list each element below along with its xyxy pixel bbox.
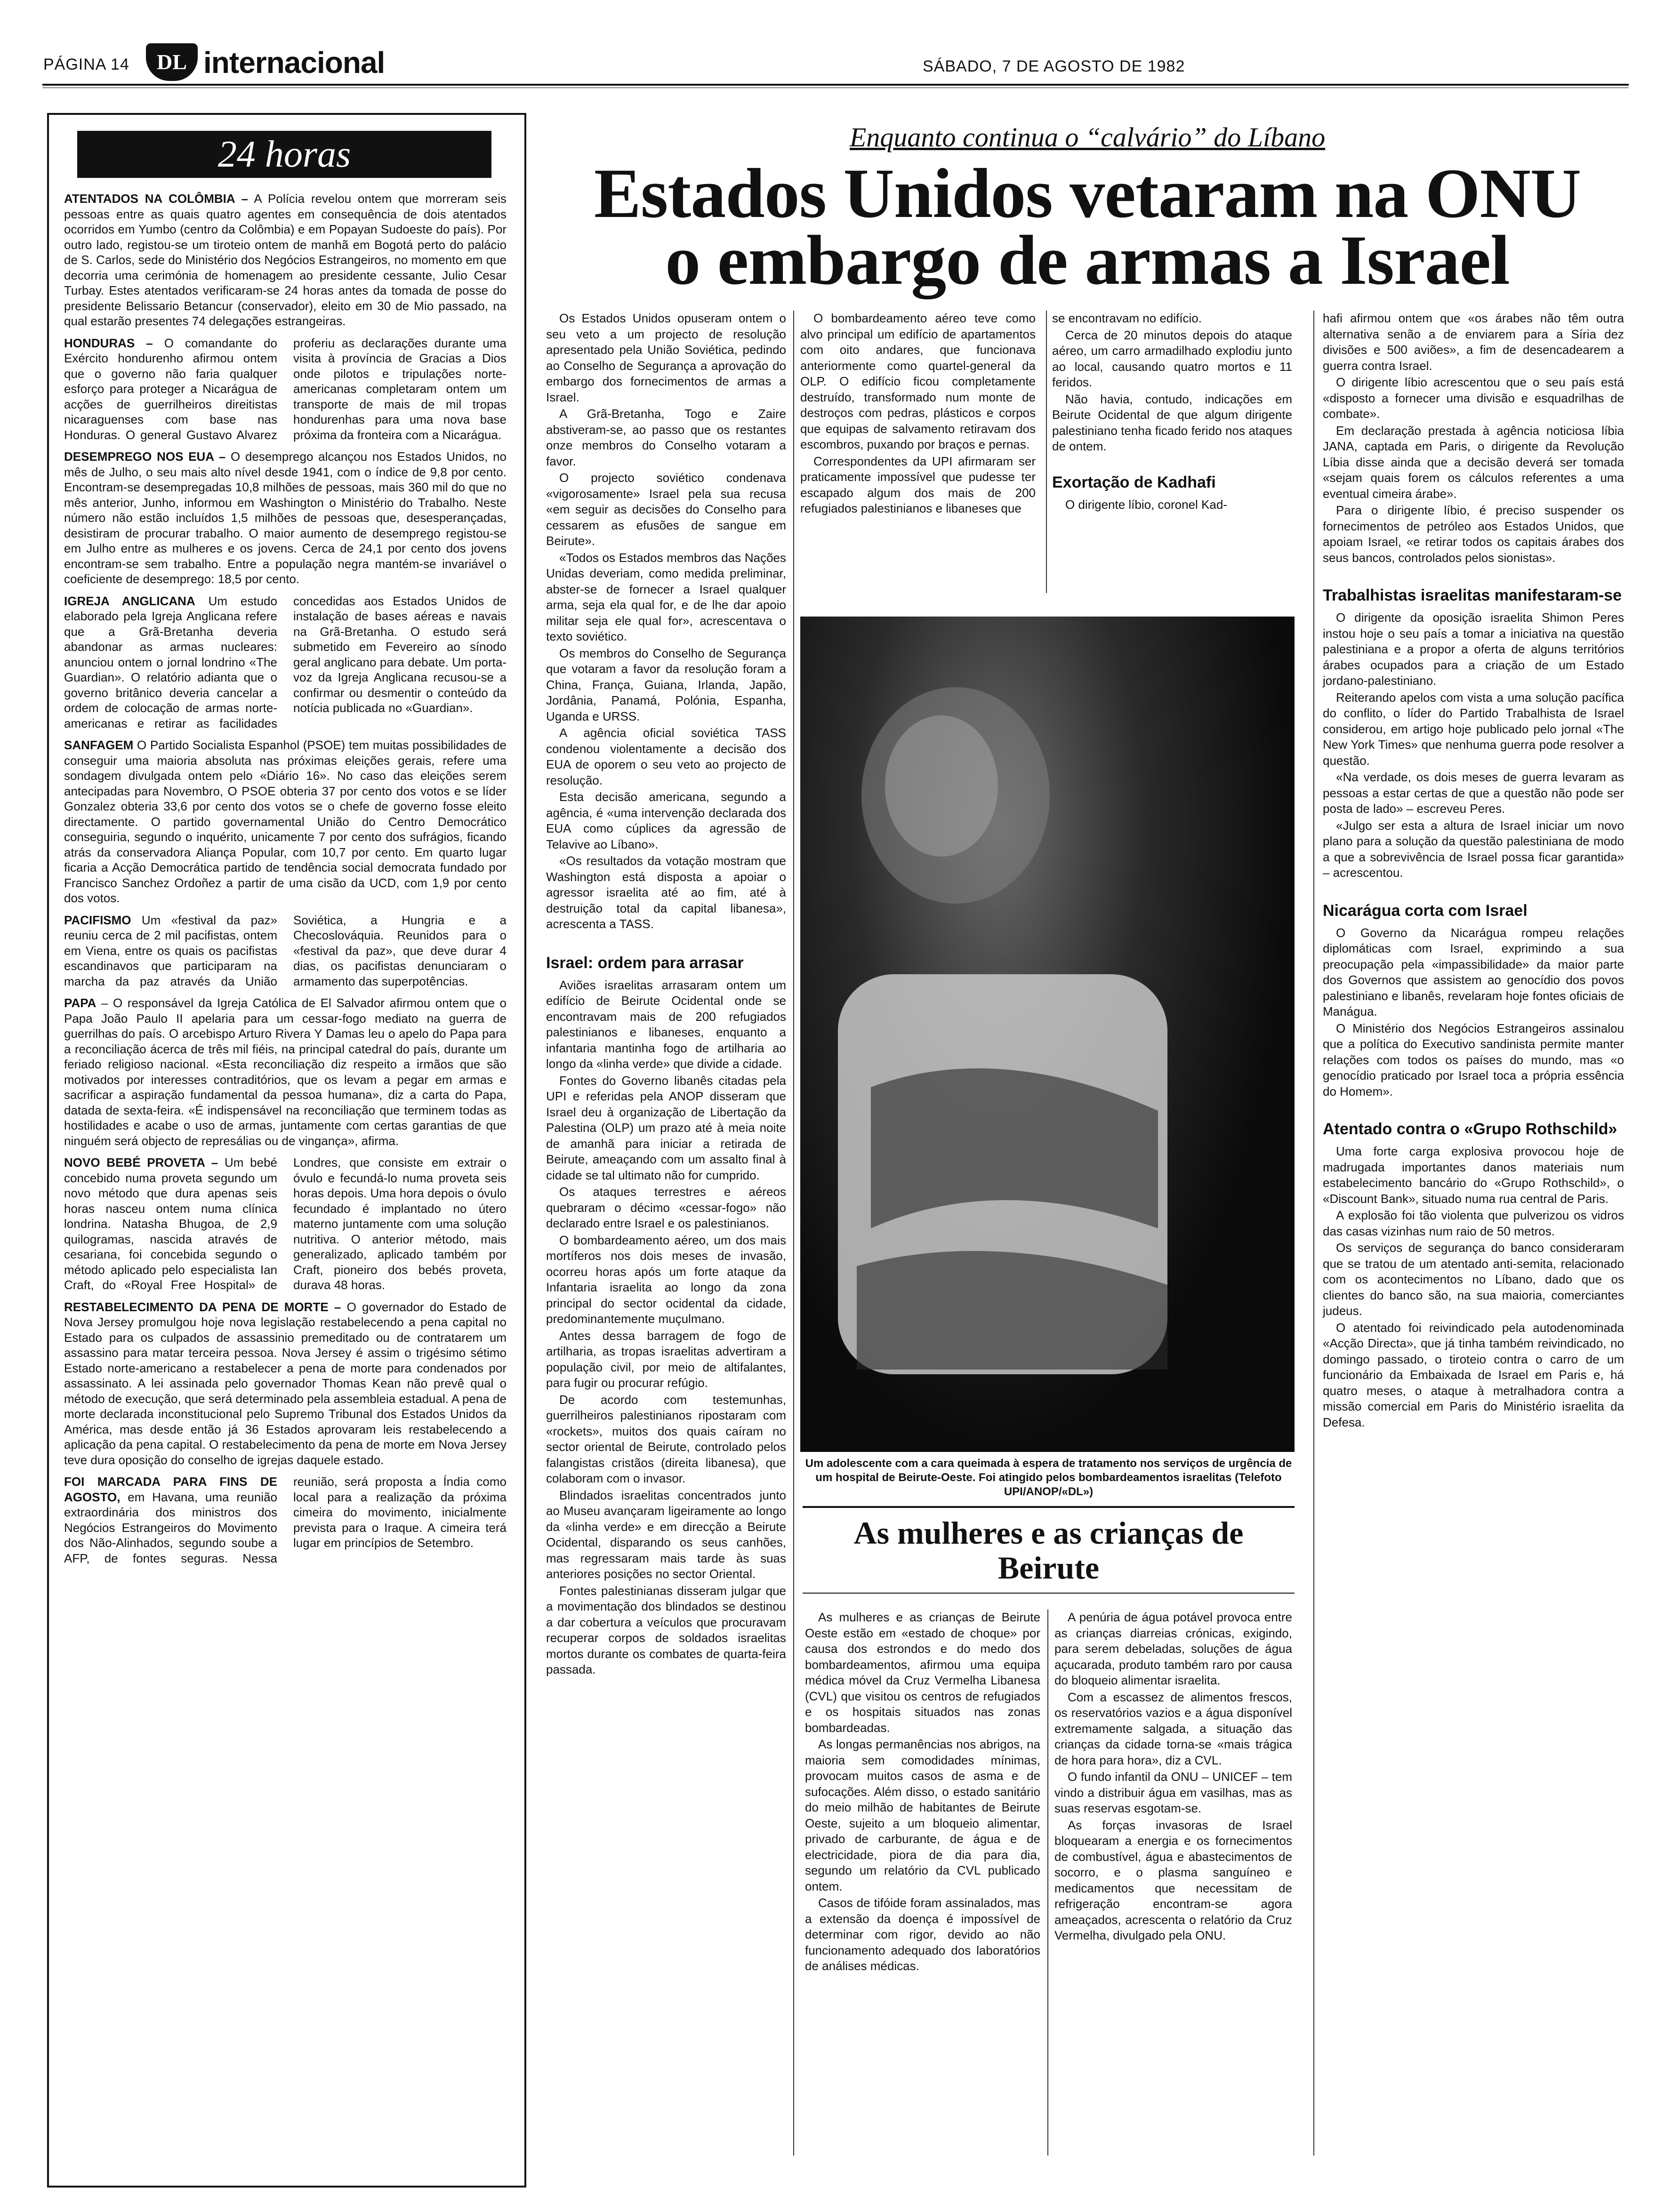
photo-burned-boy xyxy=(800,617,1295,1452)
sidebar-title-banner xyxy=(77,131,491,178)
sidebar-title: 24 horas xyxy=(217,134,351,175)
article-col-1: Os Estados Unidos opuseram ontem o seu veto a um projecto de resolução apresentado pela União Soviética, pedindo ao Conselho de Segurança a aprovação do embargo dos fornecimentos de armas a Israel. A Grã-Bretanha, Togo e Zaire abstiveram-se, ao passo que os restantes onze membros do Conselho votaram a favor. O projecto soviético condenava «vigorosamente» Israel pela sua recusa «em seguir as decisões do Conselho para cessarem as efusões de sangue em Beirute». «Todos os Estados membros das Nações Unidas deveriam, como medida preliminar, abster-se de fornecer a Israel qualquer arma, seja ela qual for, e de lhe dar apoio militar seja ele qual for», acrescentava o texto soviético. Os membros do Conselho de Segurança que votaram a favor da resolução foram a China, França, Guiana, Irlanda, Japão, Jordânia, Panamá, Polónia, Espanha, Uganda e URSS. A agência oficial soviética TASS condenou violentamente a decisão dos EUA de oporem o seu veto ao projecto de resolução. Esta decisão americana, segundo a agência, é «uma intervenção declarada dos EUA como cúplices da agressão de Telavive ao Líbano». «Os resultados da votação mostram que Washington está disposta a apoiar o agressor israelita até ao fim, até à destruição total da capital libanesa», acrescenta a TASS. Israel: ordem para arrasar Aviões israelitas arrasaram ontem um edifício de Beirute Ocidental onde se encontravam mais de 200 refugiados palestinianos e libaneses, enquanto a infantaria mantinha fogo de artilharia ao longo da «linha verde» que divide a cidade. Fontes do Governo libanês citadas pela UPI e referidas pela ANOP disseram que Israel deu à organização de Libertação da Palestina (OLP) um prazo até à meia noite de amanhã para iniciar a retirada de Beirute, ameaçando com um assalto final à cidade se tal ultimato não for cumprido. Os ataques terrestres e aéreos quebraram o décimo «cessar-fogo» não declarado entre Israel e os palestinianos. O bombardeamento aéreo, um dos mais mortíferos nos dois meses de invasão, ocorreu horas após um forte ataque da Infantaria israelita ao longo da zona principal do sector ocidental da cidade, predominantemente muçulmano. Antes dessa barragem de fogo de artilharia, as tropas israelitas advertiram a população civil, por meio de altifalantes, para fugir ou procurar refúgio. De acordo com testemunhas, guerrilheiros palestinianos ripostaram com «rockets», muitos dos quais caíram no sector oriental de Beirute, controlado pelos falangistas cristãos (direita libanesa), que colaboram com o invasor. Blindados israelitas concentrados junto ao Museu avançaram ligeiramente ao longo da «linha verde» e em direcção a Beirute Ocidental, disparando os seus canhões, mas regressaram mais tarde às suas anteriores posições no sector Oriental. Fontes palestinianas disseram julgar que a movimentação dos blindados se destinou a dar cobertura a veículos que procuravam recuperar corpos de soldados israelitas mortos durante os combates de quarta-feira passada. xyxy=(546,311,786,1676)
brief-papa: PAPA – O responsável da Igreja Católica de El Salvador afirmou ontem que o Papa João Paulo II apelaria para um cessar-fogo mediato na guerra de guerrilhas do país. O arcebispo Arturo Rivera Y Damas leu o apelo do Papa para a reconciliação ácerca de três mil fiéis, na principal catedral do país, durante um feriado religioso nacional. «Esta reconciliação diz respeito a irmãos que são motivados por interesses contraditórios, que os levam a pegar em armas e sacrificar a aspiração fundamental da pessoa humana», diz a carta do Papa, datada de sexta-feira. «É indispensável na reconciliação que terminem todas as hostilidades e acabe o uso de armas, juntamente com certas garantias de que ninguém será objecto de represálias ou de vingança», afirma. xyxy=(64,996,507,1148)
box-headline xyxy=(803,1506,1295,1594)
subhead-kadhafi: Exortação de Kadhafi xyxy=(1052,473,1216,491)
brief-igreja: IGREJA ANGLICANA Um estudo elaborado pela Igreja Anglicana refere que a Grã-Bretanha deveria abandonar as armas nucleares: anunciou ontem o jornal londrino «The Guardian». O relatório adianta que o governo britânico deveria cancelar a ordem de colocação de armas norte-americanas e retirar as facilidades concedidas aos Estados Unidos de instalação de bases aéreas e navais na Grã-Bretanha. O estudo será submetido em Fevereiro ao sínodo geral anglicano para debate. Um porta-voz da Igreja Anglicana recusou-se a confirmar ou desmentir o conteúdo da notícia publicada no «Guardian». xyxy=(64,593,507,730)
brief-colombia: ATENTADOS NA COLÔMBIA – A Polícia revelou ontem que morreram seis pessoas entre as quais quatro agentes em consequência de dois atentados ocorridos em Yumbo (centro da Colômbia) e em Popayan Sudoeste do país). Por outro lado, registou-se um tiroteio ontem de manhã em Bogotá perto do palácio de S. Carlos, sede do Ministério dos Negócios Estrangeiros, no momento em que decorria uma cerimónia de homenagem ao presidente cessante, Julio Cesar Turbay. Estes atentados verificaram-se 24 horas antes da tomada de posse do presidente Belissario Betancur (conservador), eleito em 30 de Mio passado, na qual estarão presentes 74 delegações estrangeiras. xyxy=(64,192,507,328)
subhead-trabalhistas: Trabalhistas israelitas manifestaram-se xyxy=(1323,586,1622,604)
brief-bebe: NOVO BEBÉ PROVETA – Um bebé concebido numa proveta segundo um novo método que dura apenas seis horas nasceu ontem numa clínica londrina. Natasha Bhugoa, de 2,9 quilogramas, nascida através de cesariana, foi concebida segundo o método aplicado pelo especialista Ian Craft, do «Royal Free Hospital» de Londres, que consiste em extrair o óvulo e fecundá-lo numa proveta seis horas depois. Uma hora depois o óvulo fecundado é implantado no útero materno juntamente com uma solução nutritiva. O anterior método, mais generalizado, aplicado também por Craft, pioneiro dos bebés proveta, durava 48 horas. xyxy=(64,1155,507,1292)
photo-figure xyxy=(800,617,1295,1452)
column-rule xyxy=(1313,311,1314,2156)
column-rule xyxy=(793,311,794,2156)
brief-desemprego: DESEMPREGO NOS EUA – O desemprego alcançou nos Estados Unidos, no mês de Julho, o seu mais alto nível desde 1941, com o índice de 9,8 por cento. Encontram-se desempregadas 10,8 milhões de pessoas, mais 360 mil do que no mês anterior, Junho, informou em Washington o Ministério do Trabalho. Neste número não estão incluídos 1,5 milhões de pessoas que, desesperançadas, desistiram de procurar trabalho. O maior aumento de desemprego registou-se em Julho entre as mulheres e os jovens. Cerca de 24,1 por cento dos jovens encontram-se sem trabalho. Entre a população negra mantém-se invariável o coeficiente de desemprego: 18,5 por cento. xyxy=(64,449,507,586)
brief-pena-morte: RESTABELECIMENTO DA PENA DE MORTE – O governador do Estado de Nova Jersey promulgou hoje nova legislação restabelecendo a pena capital no Estado para os culpados de assassinio premeditado ou de contratarem um assassino para matar terceira pessoa. Nova Jersey é assim o trigésimo sétimo Estado norte-americano a restabelecer a pena de morte para condenados por assassinato. A lei assinada pelo governador Thomas Kean não prevê qual o método de execução, que será determinado pela assembleia estadual. A pena de morte declarada inconstitucional pelo Supremo Tribunal dos Estados Unidos da América, mas desde então já 36 Estados aprovaram leis restabelecendo a aplicação da pena capital. O restabelecimento da pena de morte em Nova Jersey teve dura oposição do conselho de igrejas daquele estado. xyxy=(64,1299,507,1467)
headline-line-1: Estados Unidos vetaram na ONU xyxy=(594,154,1581,232)
page-number: PÁGINA 14 xyxy=(43,56,129,73)
column-rule xyxy=(1047,1610,1048,2156)
newspaper-logo xyxy=(146,43,198,81)
photo-caption: Um adolescente com a cara queimada à espera de tratamento nos serviços de urgência de um hospital de Beirute-Oeste. Foi atingido pelos bombardeamentos israelitas (Telefoto UPI/ANOP/«DL») xyxy=(805,1457,1292,1498)
brief-pacifismo: PACIFISMO Um «festival da paz» reuniu cerca de 2 mil pacifistas, ontem em Viena, entre os quais os pacifistas escandinavos que participaram na marcha da paz através da União Soviética, a Hungria e a Checoslováquia. Reunidos para o «festival da paz», que deve durar 4 dias, os pacifistas denunciaram o armamento das superpotências. xyxy=(64,913,507,988)
box-col-2: A penúria de água potável provoca entre as crianças diarreias crónicas, exigindo, para serem debeladas, soluções de água açucarada, produto também raro por causa do bloqueio alimentar israelita. Com a escassez de alimentos frescos, os reservatórios vazios e a água disponível extremamente salgada, a situação das crianças da cidade torna-se «mais trágica de hora para hora», diz a CVL. O fundo infantil da ONU – UNICEF – tem vindo a distribuir água em vasilhas, mas as suas reservas esgotam-se. As forças invasoras de Israel bloquearam a energia e os fornecimentos de combustível, água e abastecimentos de socorro, e o plasma sanguíneo e medicamentos que necessitam de refrigeração encontram-se agora ameaçados, acrescenta o relatório da Cruz Vermelha, divulgado pela ONU. xyxy=(1054,1610,1292,1942)
brief-havana: FOI MARCADA PARA FINS DE AGOSTO, em Havana, uma reunião extraordinária dos ministros dos Negócios Estrangeiros do Movimento dos Não-Alinhados, segundo soube a AFP, de fontes seguras. Nessa reunião, será proposta a Índia como local para a realização da próxima cimeira do movimento, inicialmente prevista para o Iraque. A cimeira terá lugar em princípios de Setembro. xyxy=(64,1475,507,1565)
headline-line-2: o embargo de armas a Israel xyxy=(665,221,1510,299)
article-col-4: hafi afirmou ontem que «os árabes não têm outra alternativa senão a de enviarem para a Síria dez divisões e 500 aviões», a fim de desencadearem a guerra contra Israel. O dirigente líbio acrescentou que o seu país está «disposto a fornecer uma divisão e esquadrilhas de combate». Em declaração prestada à agência noticiosa líbia JANA, captada em Paris, o dirigente da Revolução Líbia disse ainda que a decisão deverá ser tomada «sejam quais forem os cálculos referentes a uma eventual cimeira árabe». Para o dirigente líbio, é preciso suspender os fornecimentos de petróleo aos Estados Unidos, que apoiam Israel, «e retirar todos os capitais árabes dos seus bancos, controlados pelos sionistas». Trabalhistas israelitas manifestaram-se O dirigente da oposição israelita Shimon Peres instou hoje o seu país a tomar a iniciativa na questão palestiniana e a propor a oferta de alguns territórios árabes ocupados para a criação de um Estado jordano-palestiniano. Reiterando apelos com vista a uma solução pacífica do conflito, o líder do Partido Trabalhista de Israel considerou, em artigo hoje publicado pelo jornal «The New York Times» que nenhuma guerra pode resolver a questão. «Na verdade, os dois meses de guerra levaram as pessoas a estar certas de que a questão não pode ser posta de lado» – escreveu Peres. «Julgo ser esta a altura de Israel iniciar um novo plano para a solução da questão palestiniana de modo a que a sobrevivência de Israel possa ficar garantida» – acrescentou. Nicarágua corta com Israel O Governo da Nicarágua rompeu relações diplomáticas com Israel, exprimindo a sua preocupação pela «impassibilidade» da maior parte dos Governos que assistem ao genocídio dos povos palestiniano e libanês, revelaram hoje fontes oficiais de Manágua. O Ministério dos Negócios Estrangeiros assinalou que a política do Executivo sandinista permite manter relações com todos os países do mundo, mas «o genocídio praticado por Israel toca a própria essência do Homem». Atentado contra o «Grupo Rothschild» Uma forte carga explosiva provocou hoje de madrugada importantes danos materiais num estabelecimento bancário do «Grupo Rothschild», o «Discount Bank», situado numa rua central de Paris. A explosão foi tão violenta que pulverizou os vidros das casas vizinhas num raio de 50 metros. Os serviços de segurança do banco consideraram que se tratou de um atentado anti-semita, relacionado com os acontecimentos no Líbano, dado que os clientes do banco são, na sua maioria, comerciantes judeus. O atentado foi reivindicado pela autodenominada «Acção Directa», que já tinha também reivindicado, no domingo passado, o tiroteio contra o carro de um funcionário da Embaixada de Israel em Paris e, há quatro meses, o ataque à metralhadora contra a missão comercial em Paris do Ministério israelita da Defesa. xyxy=(1323,311,1624,1429)
briefs-list xyxy=(64,191,507,1566)
box-title: As mulheres e as crianças de Beirute xyxy=(853,1515,1244,1586)
article-col-2: O bombardeamento aéreo teve como alvo principal um edifício de apartamentos com oito andares, que funcionava anteriormente como quartel-general da OLP. O edifício ficou completamente destruído, transformado num monte de destroços com pedras, plásticos e corpos que equipas de salvamento retiravam dos escombros, puxando por braços e pernas. Correspondentes da UPI afirmaram ser praticamente impossível que pudesse ter escapado algum dos mais de 200 refugiados palestinianos e libaneses que xyxy=(800,311,1036,515)
brief-sanfagem: SANFAGEM O Partido Socialista Espanhol (PSOE) tem muitas possibilidades de conseguir uma maioria absoluta nas próximas eleições gerais, refere uma sondagem divulgada ontem pelo «Diário 16». No caso das eleições serem antecipadas para Novembro, O PSOE obteria 37 por cento dos votos e se líder Gonzalez obteria 33,6 por cento dos votos se o chefe de governo fosse eleito directamente. O partido governamental União do Centro Democrático conseguiria, segundo o inquérito, unicamente 7 por cento dos sufrágios, ficando atrás da conservadora Aliança Popular, com 10,7 por cento. Em quarto lugar ficaria a Acção Democrática partido de tendência social democrata fundado por Francisco Sanchez Ordoñez a partir de uma cisão da UCD, com 1,9 por cento dos votos. xyxy=(64,738,507,905)
header-rule xyxy=(42,84,1629,86)
article-col-3: se encontravam no edifício. Cerca de 20 minutos depois do ataque aéreo, um carro armadilhado explodiu junto ao local, causando quatro mortos e 11 feridos. Não havia, contudo, indicações em Beirute Ocidental de que algum dirigente palestiniano tenha ficado ferido nos ataques de ontem. Exortação de Kadhafi O dirigente líbio, coronel Kad- xyxy=(1052,311,1292,512)
subhead-rothschild: Atentado contra o «Grupo Rothschild» xyxy=(1323,1120,1617,1138)
section-title: internacional xyxy=(203,46,385,80)
column-rule xyxy=(1046,311,1047,593)
kicker: Enquanto continua o “calvário” do Líbano xyxy=(849,122,1326,152)
headline xyxy=(537,154,1638,299)
page-date: SÁBADO, 7 DE AGOSTO DE 1982 xyxy=(923,57,1185,75)
subhead-nicaragua: Nicarágua corta com Israel xyxy=(1323,901,1528,920)
brief-honduras: HONDURAS – O comandante do Exército hondurenho afirmou ontem que o governo não faria qualquer esforço para proteger a Nicarágua de acções de guerrilheiros direitistas nicaraguenses com base nas Honduras. O general Gustavo Alvarez proferiu as declarações durante uma visita à província de Gracias a Dios onde pilotos e tripulações norte-americanas completaram ontem um transporte de mais de mil tropas hondurenhas para uma nova base próxima da fronteira com a Nicarágua. xyxy=(64,336,507,442)
box-col-1: As mulheres e as crianças de Beirute Oeste estão em «estado de choque» por causa dos estrondos e do medo dos bombardeamentos, afirmou uma equipa médica móvel da Cruz Vermelha Libanesa (CVL) que visitou os centros de refugiados e os hospitais situados nas zonas bombardeadas. As longas permanências nos abrigos, na maioria sem comodidades mínimas, provocam muitos casos de asma e de sufocações. Além disso, o estado sanitário do meio milhão de habitantes de Beirute Oeste, sujeito a um bloqueio alimentar, privado de carburante, de água e de electricidade, piora de dia para dia, segundo um relatório da CVL publicado ontem. Casos de tifóide foram assinalados, mas a extensão da doença é impossível de determinar com rigor, devido ao não funcionamento adequado dos laboratórios de análises médicas. xyxy=(805,1610,1040,1973)
logo-glyph: DL xyxy=(157,50,187,74)
subhead-israel: Israel: ordem para arrasar xyxy=(546,954,744,972)
briefs-sidebar xyxy=(47,113,526,2188)
